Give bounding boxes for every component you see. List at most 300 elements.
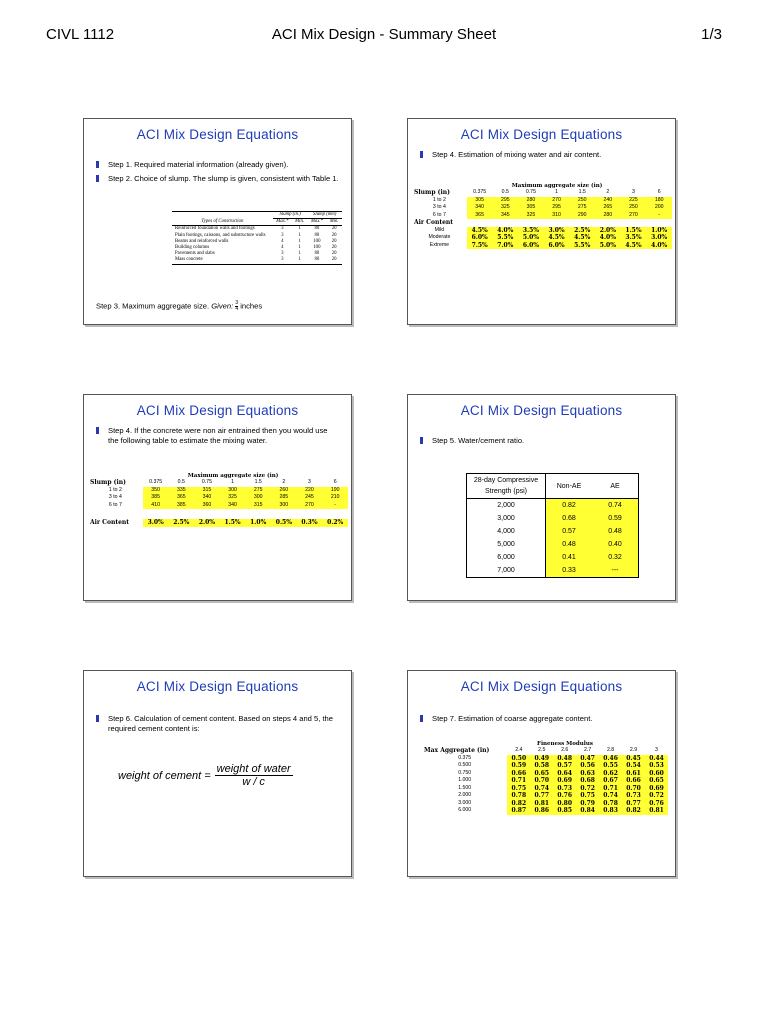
fm-header-row bbox=[422, 747, 668, 755]
air-value: 2.0% bbox=[595, 227, 621, 235]
water-value: 275 bbox=[245, 487, 271, 495]
spacer-row bbox=[88, 509, 348, 519]
size-header: 1 bbox=[555, 189, 558, 195]
water-value: 270 bbox=[621, 212, 647, 220]
water-value: 305 bbox=[518, 204, 544, 212]
coarse-value: 0.77 bbox=[622, 800, 645, 808]
slump-col-header: Types of Construction bbox=[201, 218, 244, 224]
size-header: 0.75 bbox=[201, 479, 212, 485]
size-header: 0.5 bbox=[501, 189, 509, 195]
water-value: 340 bbox=[467, 204, 493, 212]
table-title: Maximum aggregate size (in) bbox=[187, 473, 279, 479]
coarse-value: 0.86 bbox=[530, 807, 553, 815]
table-row bbox=[412, 234, 672, 242]
water-value: 410 bbox=[143, 502, 169, 510]
size-header: 0.375 bbox=[149, 479, 163, 485]
bullet-text: Step 2. Choice of slump. The slump is given, consistent with Table 1. bbox=[108, 174, 339, 183]
table-row bbox=[172, 233, 342, 239]
fm-header: 3 bbox=[655, 747, 658, 753]
nonair-table-wrap bbox=[88, 473, 348, 527]
coarse-value: 0.47 bbox=[576, 755, 599, 763]
water-value: 365 bbox=[168, 494, 194, 502]
coarse-value: 0.46 bbox=[599, 755, 622, 763]
coarse-value: 0.82 bbox=[507, 800, 530, 808]
table-cell: 1 bbox=[298, 226, 301, 232]
slump-col-header: Max.* bbox=[276, 219, 289, 225]
row-header: Max Aggregate (in) bbox=[424, 747, 490, 754]
table-cell: Reinforced foundation walls and footings bbox=[175, 226, 255, 232]
wc-header: 28-day Compressive Strength (psi) bbox=[467, 474, 546, 499]
table-cell: Beams and reinforced walls bbox=[175, 238, 229, 244]
bullet-text: Step 6. Calculation of cement content. Based on steps 4 and 5, the required cement content is: bbox=[108, 714, 334, 733]
bullet-step-6 bbox=[84, 714, 351, 734]
step3-denominator: 4 bbox=[235, 306, 239, 312]
wc-cell: 0.68 bbox=[546, 512, 593, 525]
row-label: Mild bbox=[434, 226, 445, 233]
air-value: 2.0% bbox=[194, 519, 220, 527]
air-value: 3.0% bbox=[143, 519, 169, 527]
table-cell: 20 bbox=[331, 251, 337, 257]
wc-cell: 0.32 bbox=[592, 551, 639, 564]
step3-given: Given: bbox=[211, 301, 234, 311]
coarse-value: 0.65 bbox=[530, 770, 553, 778]
size-header: 0.375 bbox=[473, 189, 487, 195]
wc-cell: 0.41 bbox=[546, 551, 593, 564]
air-value: 3.5% bbox=[621, 234, 647, 242]
wc-cell: 5,000 bbox=[467, 538, 546, 551]
table-cell: 3 bbox=[281, 226, 284, 232]
water-value: 265 bbox=[595, 204, 621, 212]
slide-title: ACI Mix Design Equations bbox=[460, 127, 623, 142]
slump-mm-group: Slump (mm) bbox=[307, 212, 342, 219]
slump-col-header: Max.* bbox=[310, 219, 323, 225]
coarse-value: 0.78 bbox=[507, 792, 530, 800]
table-cell: 20 bbox=[331, 238, 337, 244]
row-label: 3 to 4 bbox=[108, 494, 122, 500]
air-value: 0.5% bbox=[271, 519, 297, 527]
empty-cell bbox=[646, 219, 672, 227]
air-value: 5.5% bbox=[569, 242, 595, 250]
bullet-step-1 bbox=[84, 160, 351, 170]
row-label: 1.000 bbox=[458, 777, 472, 783]
air-value: 3.0% bbox=[544, 227, 570, 235]
coarse-value: 0.65 bbox=[645, 777, 668, 785]
wc-cell: 3,000 bbox=[467, 512, 546, 525]
table-title: Fineness Modulus bbox=[537, 741, 593, 747]
row-label: 3.000 bbox=[458, 799, 472, 806]
slump-table bbox=[172, 211, 342, 265]
coarse-value: 0.76 bbox=[645, 800, 668, 808]
size-header: 2 bbox=[606, 189, 610, 195]
slide-title: ACI Mix Design Equations bbox=[136, 127, 299, 142]
air-value: 3.0% bbox=[646, 234, 672, 242]
coarse-value: 0.64 bbox=[553, 770, 576, 778]
coarse-value: 0.53 bbox=[645, 762, 668, 770]
slide-title: ACI Mix Design Equations bbox=[460, 403, 623, 418]
coarse-value: 0.54 bbox=[622, 762, 645, 770]
coarse-value: 0.78 bbox=[599, 800, 622, 808]
row-label: 1 to 2 bbox=[108, 486, 122, 493]
coarse-value: 0.75 bbox=[576, 792, 599, 800]
water-value: - bbox=[322, 502, 348, 510]
table-cell: 1 bbox=[298, 245, 301, 251]
size-header: 3 bbox=[632, 189, 635, 195]
slide-step-4-air bbox=[407, 118, 676, 325]
table-row bbox=[422, 777, 668, 785]
row-label: 1.500 bbox=[458, 784, 472, 791]
bullet-marker-icon bbox=[420, 715, 423, 722]
coarse-value: 0.61 bbox=[622, 770, 645, 778]
water-value: 340 bbox=[220, 502, 246, 510]
table-cell: 20 bbox=[331, 232, 337, 238]
fm-header: 2.6 bbox=[561, 747, 569, 753]
coarse-value: 0.72 bbox=[645, 792, 668, 800]
coarse-value: 0.45 bbox=[622, 755, 645, 763]
water-value: 305 bbox=[467, 197, 493, 205]
coarse-value: 0.55 bbox=[599, 762, 622, 770]
wc-cell: 0.57 bbox=[546, 525, 593, 538]
table-row bbox=[88, 494, 348, 502]
table-row bbox=[467, 499, 639, 513]
coarse-value: 0.48 bbox=[553, 755, 576, 763]
bullet-marker-icon bbox=[420, 151, 423, 158]
empty-cell bbox=[544, 219, 570, 227]
coarse-value: 0.70 bbox=[622, 785, 645, 793]
table-row bbox=[422, 807, 668, 815]
step3-text bbox=[96, 301, 262, 312]
table-cell: 3 bbox=[281, 257, 284, 263]
table-cell: 100 bbox=[313, 245, 321, 251]
table-row bbox=[172, 226, 342, 233]
water-value: 220 bbox=[297, 487, 323, 495]
slide-title: ACI Mix Design Equations bbox=[136, 679, 299, 694]
bullet-step-4 bbox=[408, 150, 675, 160]
slide-title: ACI Mix Design Equations bbox=[136, 403, 299, 418]
wc-cell: 0.33 bbox=[546, 564, 593, 578]
table-cell: Building columns bbox=[175, 245, 210, 251]
page-title: ACI Mix Design - Summary Sheet bbox=[271, 26, 497, 43]
coarse-value: 0.66 bbox=[622, 777, 645, 785]
wc-cell: 6,000 bbox=[467, 551, 546, 564]
water-value: 275 bbox=[569, 204, 595, 212]
coarse-value: 0.81 bbox=[530, 800, 553, 808]
air-value: 7.5% bbox=[467, 242, 493, 250]
table-row bbox=[422, 792, 668, 800]
water-value: 270 bbox=[297, 502, 323, 510]
table-row bbox=[412, 242, 672, 250]
table-cell: 80 bbox=[314, 251, 320, 257]
air-header: Air Content bbox=[90, 519, 130, 526]
air-value: 4.5% bbox=[544, 234, 570, 242]
air-value: 0.3% bbox=[297, 519, 323, 527]
row-label: Moderate bbox=[428, 234, 451, 240]
empty-cell bbox=[492, 219, 518, 227]
bullet-text: Step 4. Estimation of mixing water and air content. bbox=[432, 150, 602, 159]
bullet-step-5 bbox=[408, 436, 675, 446]
air-value: 4.5% bbox=[569, 234, 595, 242]
coarse-value: 0.56 bbox=[576, 762, 599, 770]
page-number: 1/3 bbox=[701, 26, 722, 43]
water-value: 290 bbox=[569, 212, 595, 220]
wc-cell: 7,000 bbox=[467, 564, 546, 578]
table-row bbox=[467, 538, 639, 551]
water-air-table-wrap bbox=[412, 183, 672, 249]
coarse-value: 0.74 bbox=[599, 792, 622, 800]
table-row bbox=[412, 197, 672, 205]
coarse-value: 0.80 bbox=[553, 800, 576, 808]
coarse-value: 0.50 bbox=[507, 755, 530, 763]
water-value: 300 bbox=[220, 487, 246, 495]
air-value: 4.0% bbox=[646, 242, 672, 250]
water-value: 385 bbox=[168, 502, 194, 510]
table-cell: 4 bbox=[281, 238, 284, 244]
table-cell: 80 bbox=[314, 226, 320, 232]
coarse-value: 0.84 bbox=[576, 807, 599, 815]
row-header: Slump (in) bbox=[414, 189, 450, 196]
wc-cell: 2,000 bbox=[467, 499, 546, 513]
water-value: 295 bbox=[492, 197, 518, 205]
row-label: 2.000 bbox=[458, 792, 472, 798]
air-value: 4.5% bbox=[467, 227, 493, 235]
slide-step-1-3 bbox=[83, 118, 352, 325]
air-value: 4.5% bbox=[621, 242, 647, 250]
wc-cell: 4,000 bbox=[467, 525, 546, 538]
row-label: 6 to 7 bbox=[108, 501, 122, 508]
bullet-text: Step 1. Required material information (already given). bbox=[108, 160, 289, 169]
coarse-value: 0.67 bbox=[599, 777, 622, 785]
size-header: 0.75 bbox=[525, 189, 536, 195]
water-value: 280 bbox=[595, 212, 621, 220]
size-header: 1.5 bbox=[578, 189, 586, 195]
table-row bbox=[422, 770, 668, 778]
water-value: 300 bbox=[271, 502, 297, 510]
water-value: 240 bbox=[595, 197, 621, 205]
bullet-step-4-nonair bbox=[84, 426, 351, 446]
water-value: 315 bbox=[194, 487, 220, 495]
slide-step-5 bbox=[407, 394, 676, 601]
row-label: 6.000 bbox=[458, 807, 472, 813]
table-cell: 80 bbox=[314, 257, 320, 263]
air-value: 7.0% bbox=[492, 242, 518, 250]
air-value: 2.5% bbox=[569, 227, 595, 235]
cement-formula bbox=[118, 763, 293, 788]
empty-cell bbox=[569, 219, 595, 227]
air-value: 5.0% bbox=[518, 234, 544, 242]
air-header-row bbox=[412, 219, 672, 227]
coarse-value: 0.75 bbox=[507, 785, 530, 793]
water-value: 345 bbox=[492, 212, 518, 220]
table-row bbox=[172, 257, 342, 264]
coarse-value: 0.83 bbox=[599, 807, 622, 815]
bullet-step-7 bbox=[408, 714, 675, 724]
water-value: 250 bbox=[569, 197, 595, 205]
air-value: 1.5% bbox=[621, 227, 647, 235]
coarse-value: 0.59 bbox=[507, 762, 530, 770]
step3-numerator: 3 bbox=[235, 300, 239, 306]
water-value: 385 bbox=[143, 494, 169, 502]
coarse-value: 0.58 bbox=[530, 762, 553, 770]
water-value: 190 bbox=[322, 487, 348, 495]
table-cell: 3 bbox=[281, 251, 284, 257]
coarse-value: 0.76 bbox=[553, 792, 576, 800]
coarse-value: 0.85 bbox=[553, 807, 576, 815]
table-cell: Plain footings, caissons, and substructure walls bbox=[175, 232, 266, 238]
table-cell: 1 bbox=[298, 238, 301, 244]
size-header: 0.5 bbox=[177, 479, 185, 485]
air-value: 6.0% bbox=[518, 242, 544, 250]
wc-ratio-table bbox=[466, 473, 639, 578]
table-cell: 80 bbox=[314, 232, 320, 238]
table-row bbox=[422, 800, 668, 808]
bullet-step-2 bbox=[84, 174, 351, 184]
wc-header: AE bbox=[610, 482, 620, 490]
water-value: 295 bbox=[544, 204, 570, 212]
water-value: 270 bbox=[544, 197, 570, 205]
slump-col-header: Min. bbox=[295, 219, 305, 225]
slide-title: ACI Mix Design Equations bbox=[460, 679, 623, 694]
row-label: Extreme bbox=[429, 241, 450, 248]
water-value: 365 bbox=[467, 212, 493, 220]
bullet-marker-icon bbox=[96, 161, 99, 168]
water-value: 325 bbox=[220, 494, 246, 502]
coarse-value: 0.74 bbox=[530, 785, 553, 793]
size-header: 3 bbox=[308, 479, 311, 485]
row-label: 6 to 7 bbox=[432, 211, 446, 218]
bullet-text: Step 4. If the concrete were non air entrained then you would use the following table to estimate the mixing water. bbox=[108, 426, 328, 445]
water-value: 360 bbox=[194, 502, 220, 510]
formula-lhs: weight of cement = bbox=[118, 769, 211, 782]
air-value: 1.5% bbox=[220, 519, 246, 527]
row-label: 0.750 bbox=[458, 769, 472, 776]
water-value: 300 bbox=[245, 494, 271, 502]
bullet-marker-icon bbox=[420, 437, 423, 444]
table-row bbox=[88, 487, 348, 495]
water-value: - bbox=[646, 212, 672, 220]
coarse-value: 0.44 bbox=[645, 755, 668, 763]
table-cell: 100 bbox=[313, 238, 321, 244]
air-value: 5.5% bbox=[492, 234, 518, 242]
fm-header: 2.9 bbox=[629, 747, 638, 753]
bullet-text: Step 7. Estimation of coarse aggregate content. bbox=[432, 714, 593, 723]
bullet-marker-icon bbox=[96, 175, 99, 182]
table-row bbox=[467, 551, 639, 564]
size-header-row bbox=[412, 189, 672, 197]
coarse-aggregate-table bbox=[422, 747, 668, 815]
wc-cell: 0.40 bbox=[592, 538, 639, 551]
coarse-value: 0.82 bbox=[622, 807, 645, 815]
coarse-value: 0.73 bbox=[553, 785, 576, 793]
water-value: 250 bbox=[621, 204, 647, 212]
empty-cell bbox=[518, 219, 544, 227]
coarse-value: 0.87 bbox=[507, 807, 530, 815]
bullet-marker-icon bbox=[96, 427, 99, 434]
table-row bbox=[467, 525, 639, 538]
coarse-value: 0.73 bbox=[622, 792, 645, 800]
air-value: 1.0% bbox=[646, 227, 672, 235]
coarse-value: 0.57 bbox=[553, 762, 576, 770]
water-air-table bbox=[412, 189, 672, 249]
size-header: 6 bbox=[657, 189, 661, 195]
air-value: 6.0% bbox=[467, 234, 493, 242]
water-value: 325 bbox=[492, 204, 518, 212]
wc-cell: 0.48 bbox=[546, 538, 593, 551]
table-cell: 20 bbox=[331, 257, 337, 263]
coarse-value: 0.60 bbox=[645, 770, 668, 778]
coarse-value: 0.62 bbox=[599, 770, 622, 778]
coarse-value: 0.77 bbox=[530, 792, 553, 800]
water-value: 245 bbox=[297, 494, 323, 502]
nonair-water-table bbox=[88, 479, 348, 527]
wc-header-row bbox=[467, 474, 639, 499]
step3-prefix: Step 3. Maximum aggregate size. bbox=[96, 301, 212, 311]
slump-in-group: Slump (in.) bbox=[273, 212, 308, 219]
water-value: 225 bbox=[621, 197, 647, 205]
wc-header: Non-AE bbox=[556, 482, 582, 490]
wc-cell: 0.74 bbox=[592, 499, 639, 513]
air-value: 4.0% bbox=[492, 227, 518, 235]
table-cell: 1 bbox=[298, 257, 301, 263]
water-value: 335 bbox=[168, 487, 194, 495]
formula-numerator: weight of water bbox=[216, 763, 291, 775]
coarse-value: 0.69 bbox=[645, 785, 668, 793]
empty-cell bbox=[595, 219, 621, 227]
table-cell: 3 bbox=[281, 232, 284, 238]
coarse-value: 0.71 bbox=[507, 777, 530, 785]
table-row bbox=[412, 204, 672, 212]
air-row bbox=[88, 519, 348, 527]
size-header: 2 bbox=[282, 479, 286, 485]
size-header-row bbox=[88, 479, 348, 487]
formula-fraction bbox=[215, 763, 293, 788]
water-value: 315 bbox=[245, 502, 271, 510]
coarse-value: 0.69 bbox=[553, 777, 576, 785]
table-row bbox=[412, 212, 672, 220]
row-header: Slump (in) bbox=[90, 479, 126, 486]
course-code: CIVL 1112 bbox=[46, 26, 115, 43]
coarse-value: 0.70 bbox=[530, 777, 553, 785]
water-value: 280 bbox=[518, 197, 544, 205]
coarse-value: 0.66 bbox=[507, 770, 530, 778]
water-value: 260 bbox=[271, 487, 297, 495]
fm-header: 2.4 bbox=[515, 747, 523, 753]
coarse-aggregate-table-wrap bbox=[422, 741, 668, 815]
step3-fraction bbox=[235, 301, 238, 312]
table-title: Maximum aggregate size (in) bbox=[511, 183, 603, 189]
coarse-value: 0.81 bbox=[645, 807, 668, 815]
table-cell: 20 bbox=[331, 226, 337, 232]
slide-step-6 bbox=[83, 670, 352, 877]
table-row bbox=[412, 227, 672, 235]
water-value: 200 bbox=[646, 204, 672, 212]
air-value: 2.5% bbox=[168, 519, 194, 527]
air-value: 5.0% bbox=[595, 242, 621, 250]
row-label: 0.375 bbox=[458, 754, 472, 761]
coarse-value: 0.79 bbox=[576, 800, 599, 808]
slide-step-7 bbox=[407, 670, 676, 877]
slump-col-header: Min. bbox=[329, 219, 339, 225]
table-cell: 1 bbox=[298, 232, 301, 238]
water-value: 325 bbox=[518, 212, 544, 220]
step3-suffix: inches bbox=[240, 301, 263, 311]
wc-cell: 0.59 bbox=[592, 512, 639, 525]
table-cell: 20 bbox=[331, 245, 337, 251]
fm-header: 2.7 bbox=[584, 747, 592, 753]
table-cell: Mass concrete bbox=[175, 257, 203, 263]
water-value: 310 bbox=[544, 212, 570, 220]
coarse-value: 0.49 bbox=[530, 755, 553, 763]
coarse-value: 0.63 bbox=[576, 770, 599, 778]
slump-table-body bbox=[172, 226, 342, 264]
